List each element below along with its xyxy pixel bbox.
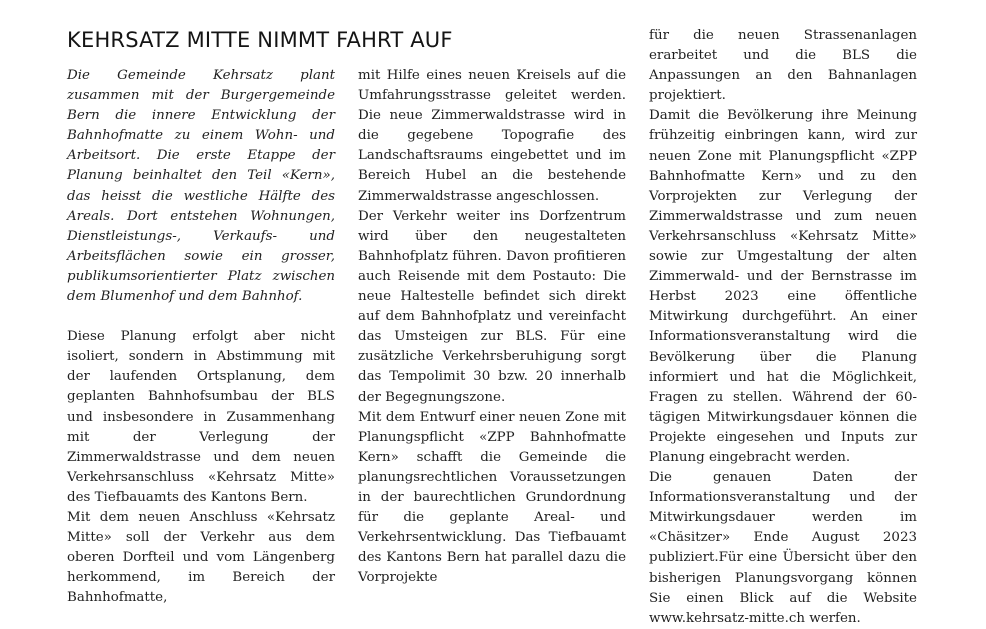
- article-headline: KEHRSATZ MITTE NIMMT FAHRT AUF: [67, 28, 453, 52]
- body-paragraph: Damit die Bevölkerung ihre Meinung frühzeitig einbringen kann, wird zur neuen Zone mit Planungspflicht «ZPP Bahnhofmatte Kern» und zu den Vorprojekten zur Verlegung der Zimmerwaldstrasse und zum neuen Verkehrsanschluss «Kehrsatz Mitte» sowie zur Umgestaltung der alten Zimmerwald- und der Bernstrasse im Herbst 2023 eine öffentliche Mitwirkung durchgeführt. An einer Informationsveranstaltung wird die Bevölkerung über die Planung informiert und hat die Möglichkeit, Fragen zu stellen. Während der 60-tägigen Mitwirkungsdauer können die Projekte eingesehen und Inputs zur Planung eingebracht werden.: [649, 108, 917, 465]
- lead-paragraph: Die Gemeinde Kehrsatz plant zusammen mit der Burgergemeinde Bern die innere Entwicklung der Bahnhofmatte zu einem Wohn- und Arbeitsort. Die erste Etappe der Planung beinhaltet den Teil «Kern», das heisst die westliche Hälfte des Areals. Dort entstehen Wohnungen, Dienstleistungs-, Verkaufs- und Arbeitsflächen sowie ein grosser, publikumsorientierter Platz zwischen dem Blumenhof und dem Bahnhof.: [67, 68, 335, 305]
- body-paragraph: Mit dem neuen Anschluss «Kehrsatz Mitte» soll der Verkehr aus dem oberen Dorfteil und vom Längenberg herkommend, im Bereich der Bahnhofmatte,: [67, 509, 335, 606]
- paragraph-spacer: [67, 307, 335, 327]
- column-3: [649, 26, 917, 629]
- body-paragraph: Der Verkehr weiter ins Dorfzentrum wird über den neugestalteten Bahnhofplatz führen. Davon profitieren auch Reisende mit dem Postauto: Die neue Haltestelle befindet sich direkt auf dem Bahnhofplatz und vereinfacht das Umsteigen zur BLS. Für eine zusätzliche Verkehrsberuhigung sorgt das Tempolimit 30 bzw. 20 innerhalb der Begegnungszone.: [358, 208, 626, 405]
- body-paragraph: mit Hilfe eines neuen Kreisels auf die Umfahrungsstrasse geleitet werden. Die neue Zimmerwaldstrasse wird in die gegebene Topografie des Landschaftsraums eingebettet und im Bereich Hubel an die bestehende Zimmerwaldstrasse angeschlossen.: [358, 68, 626, 204]
- column-1: [67, 66, 335, 608]
- body-paragraph: für die neuen Strassenanlagen erarbeitet und die BLS die Anpassungen an den Bahnanlagen projektiert.: [649, 28, 917, 104]
- column-2: [358, 66, 626, 588]
- body-paragraph: Die genauen Daten der Informationsveranstaltung und der Mitwirkungsdauer werden im «Chäsitzer» Ende August 2023 publiziert.Für eine Übersicht über den bisherigen Planungsvorgang können Sie einen Blick auf die Website www.kehrsatz-mitte.ch werfen.: [649, 470, 917, 626]
- body-paragraph: Diese Planung erfolgt aber nicht isoliert, sondern in Abstimmung mit der laufenden Ortsplanung, dem geplanten Bahnhofsumbau der BLS und insbesondere in Zusammenhang mit der Verlegung der Zimmerwaldstrasse und dem neuen Verkehrsanschluss «Kehrsatz Mitte» des Tiefbauamts des Kantons Bern.: [67, 329, 335, 505]
- body-paragraph: Mit dem Entwurf einer neuen Zone mit Planungspflicht «ZPP Bahnhofmatte Kern» schafft die Gemeinde die planungsrechtlichen Voraussetzungen in der baurechtlichen Grundordnung für die geplante Areal- und Verkehrsentwicklung. Das Tiefbauamt des Kantons Bern hat parallel dazu die Vorprojekte: [358, 409, 626, 586]
